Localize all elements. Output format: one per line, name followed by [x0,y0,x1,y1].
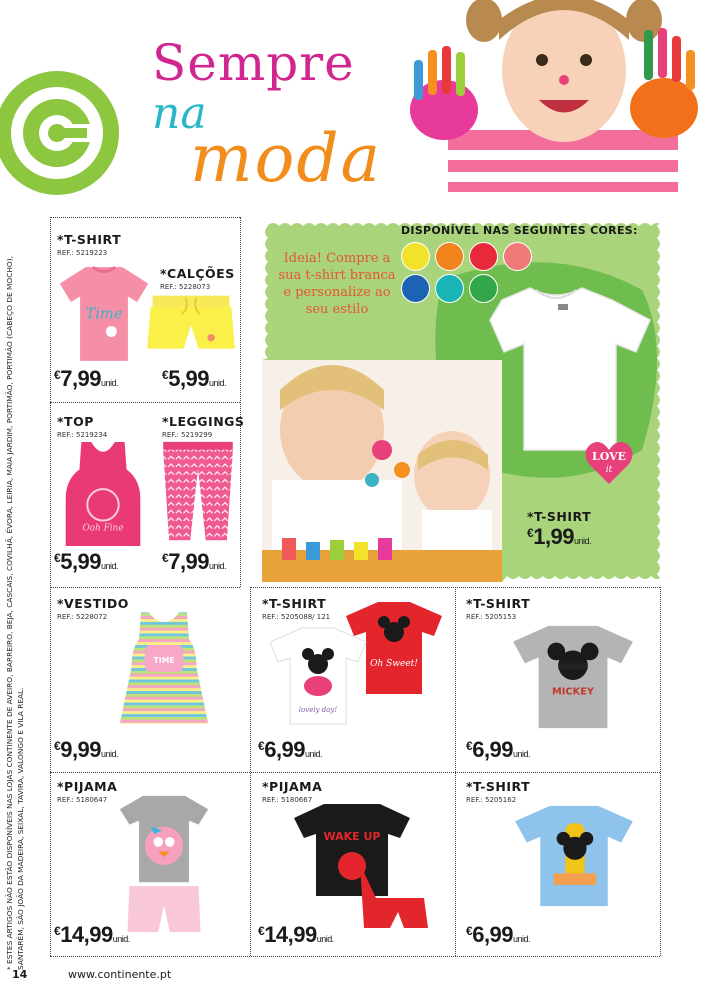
colors-heading: DISPONÍVEL NAS SEGUINTES CORES: [401,224,638,237]
color-swatch-turquoise[interactable] [435,274,464,303]
product-price: €9,99unid. [54,737,119,762]
color-swatch-salmon[interactable] [503,242,532,271]
svg-text:Ooh Fine: Ooh Fine [82,523,124,534]
svg-text:lovely day!: lovely day! [298,706,338,714]
product-price: €14,99unid. [54,922,130,947]
product-ref: REF.: 5228073 [160,283,211,291]
color-swatch-yellow[interactable] [401,242,430,271]
product-image-striped-dress[interactable] [116,606,212,730]
product-category: *T-SHIRT [57,232,122,247]
page-title-na: na [152,88,207,139]
divider [455,587,456,956]
love-it-badge-sub: it [605,465,613,475]
product-price: €6,99unid. [466,922,531,947]
divider [240,217,241,587]
page-title-sempre: Sempre [152,34,355,92]
product-category: *T-SHIRT [466,596,531,611]
divider [50,772,660,773]
product-ref: REF.: 5228072 [57,613,108,621]
product-price: €7,99unid. [162,549,227,574]
svg-text:Time: Time [85,305,123,323]
color-swatch-blue[interactable] [401,274,430,303]
product-ref: REF.: 5219234 [57,431,108,439]
product-image-mickey-blue-tshirt[interactable] [511,802,637,910]
continente-logo [0,66,124,200]
color-swatch-red[interactable] [469,242,498,271]
product-category: *T-SHIRT [527,509,592,524]
color-swatch-orange[interactable] [435,242,464,271]
product-image-yellow-shorts[interactable] [145,292,237,356]
product-category: *TOP [57,414,94,429]
product-category: *LEGGINGS [162,414,245,429]
product-ref: REF.: 5219299 [162,431,213,439]
love-it-badge-title: LOVE [591,450,627,463]
product-price: €5,99unid. [162,366,227,391]
page-title-moda: moda [190,120,382,197]
divider [250,587,251,956]
product-image-pink-top[interactable] [62,440,144,548]
product-price: €6,99unid. [258,737,323,762]
product-category: *PIJAMA [57,779,118,794]
product-image-mickey-grey-tshirt[interactable] [509,622,637,732]
svg-text:WAKE UP: WAKE UP [323,830,381,843]
product-category: *PIJAMA [262,779,323,794]
product-image-pink-bird-pyjama[interactable] [116,792,212,936]
product-ref: REF.: 5219223 [57,249,108,257]
availability-disclaimer: * ESTES ARTIGOS NÃO ESTÃO DISPONÍVEIS NAS LOJAS CONTINENTE DE AVEIRO, BARREIRO, BEJA, CASCAIS, COVILHÃ, ÉVORA, LEIRIA, MAIA JARDIM, PORTIMÃO, PORTIMÃO (CABEÇO DE MOCHO), SANTARÉM, SÃO JOÃO DA MADEIRA, SEIXAL, TAVIRA, VALONGO E VILA REAL. [5,256,25,970]
divider [50,402,240,403]
svg-text:Oh Sweet!: Oh Sweet! [370,659,418,669]
product-ref: REF.: 5205153 [466,613,517,621]
product-image-minnie-tshirts[interactable] [258,598,448,728]
svg-text:MICKEY: MICKEY [551,686,595,698]
promo-idea-text: Ideia! Compre a sua t-shirt branca e personalize ao seu estilo [278,251,396,317]
product-price: €14,99unid. [258,922,334,947]
product-image-pink-tshirt[interactable] [58,262,150,366]
product-image-black-red-pyjama[interactable] [294,800,444,930]
product-price: €5,99unid. [54,549,119,574]
divider [50,217,51,956]
website-link[interactable]: www.continente.pt [68,968,172,981]
hero-photo-girl-painted-hands [404,0,703,192]
svg-text:TIME: TIME [153,656,175,666]
product-price: €6,99unid. [466,737,531,762]
product-category: *T-SHIRT [466,779,531,794]
product-ref: REF.: 5180667 [262,796,313,804]
product-price: €1,99unid. [527,524,592,549]
product-image-pink-leggings[interactable] [158,440,238,546]
product-ref: REF.: 5205088/ 121 [262,613,331,621]
product-ref: REF.: 5180647 [57,796,108,804]
product-ref: REF.: 5205162 [466,796,517,804]
product-category: *CALÇÕES [160,266,235,281]
product-category: *VESTIDO [57,596,129,611]
divider [50,217,240,218]
divider [660,587,661,956]
page-number: 14 [12,968,28,981]
love-it-badge-icon [585,440,633,486]
product-category: *T-SHIRT [262,596,327,611]
divider [50,956,660,957]
color-swatch-green[interactable] [469,274,498,303]
product-price: €7,99unid. [54,366,119,391]
divider [50,587,240,588]
